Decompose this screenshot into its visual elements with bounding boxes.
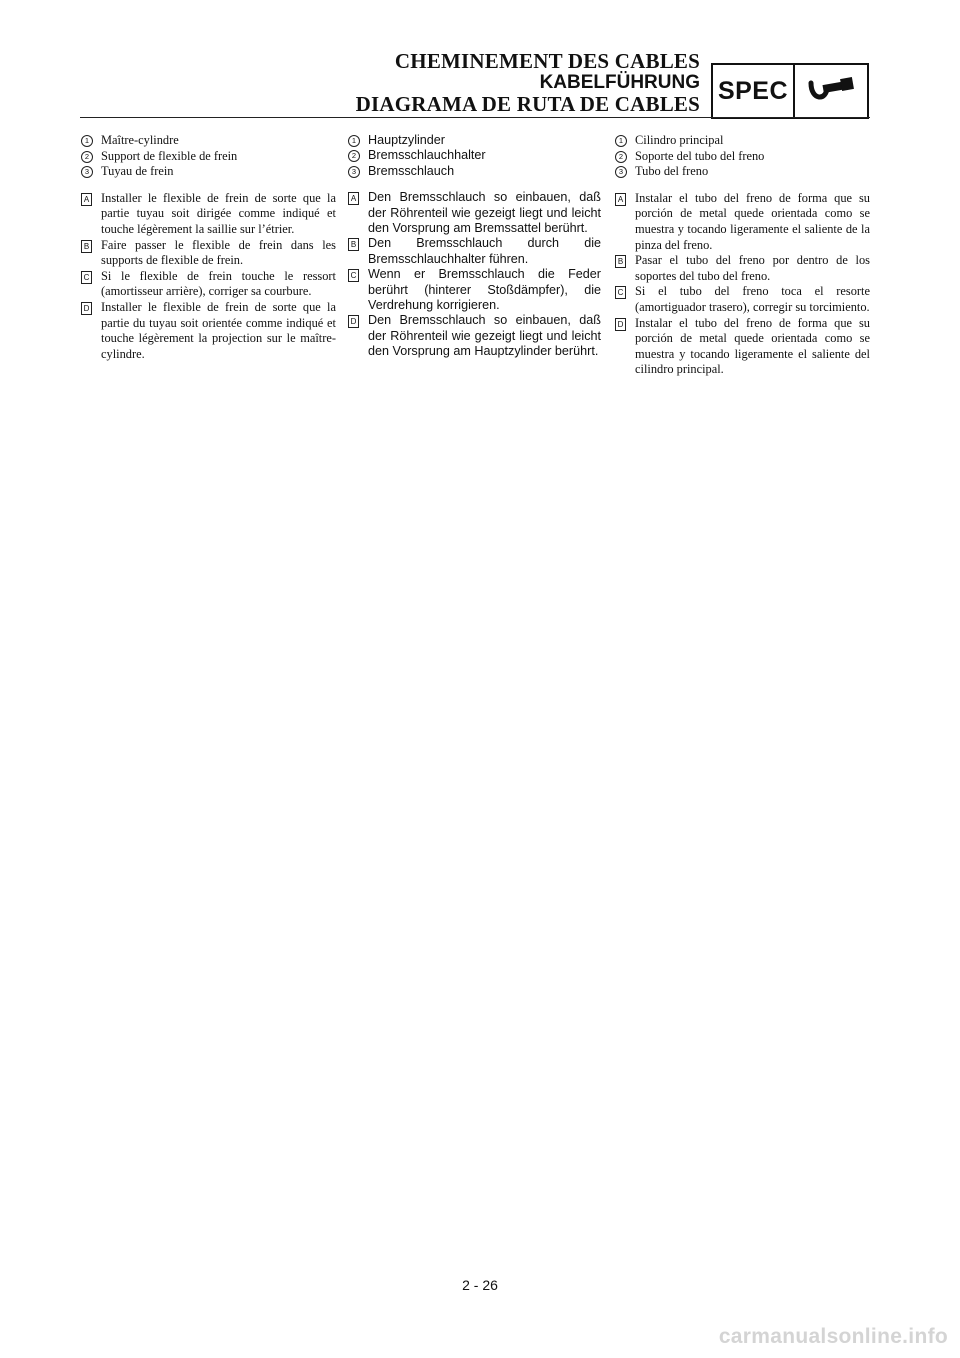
spec-badge <box>711 63 869 119</box>
part-label: Soporte del tubo del freno <box>635 148 765 163</box>
step-text: Installer le flexible de frein de sorte que la partie tuyau soit dirigée comme indiqué et touche légèrement la saillie sur l’étrier. <box>101 190 336 236</box>
step-letter: A <box>81 193 92 206</box>
column-french <box>80 133 336 362</box>
step-text: Faire passer le flexible de frein dans les supports de flexible de frein. <box>101 237 336 268</box>
step-text: Wenn er Bremsschlauch die Feder berührt (hinterer Stoßdämpfer), die Verdrehung korrigieren. <box>368 267 601 313</box>
part-item <box>347 164 601 179</box>
step-text: Pasar el tubo del freno por dentro de los soportes del tubo del freno. <box>635 253 870 283</box>
callout-number: 2 <box>81 151 93 163</box>
step-text: Instalar el tubo del freno de forma que su porción de metal quede orientada como se muestra y tocando ligeramente el saliente del cilindro principal. <box>635 315 870 377</box>
part-item <box>614 164 870 180</box>
spec-label: SPEC <box>713 65 795 117</box>
part-item <box>614 149 870 165</box>
part-label: Maître-cylindre <box>101 133 179 147</box>
part-label: Bremsschlauch <box>368 163 455 178</box>
title-spanish: DIAGRAMA DE RUTA DE CABLES <box>355 92 700 116</box>
step-letter: C <box>615 286 626 299</box>
part-item <box>347 133 601 148</box>
callout-number: 1 <box>81 135 93 147</box>
column-spanish <box>614 133 870 378</box>
header-rule <box>80 117 870 118</box>
part-item <box>80 133 336 149</box>
step-text: Den Bremsschlauch so einbauen, daß der Röhrenteil wie gezeigt liegt und leicht den Vorsprung am Bremssattel berührt. <box>368 190 601 236</box>
step-text: Den Bremsschlauch so einbauen, daß der Röhrenteil wie gezeigt liegt und leicht den Vorsprung am Hauptzylinder berührt. <box>368 313 601 359</box>
callout-number: 1 <box>348 135 360 147</box>
part-label: Tuyau de frein <box>101 164 174 179</box>
step-item <box>347 190 601 236</box>
step-item <box>80 269 336 300</box>
step-item <box>347 313 601 359</box>
step-text: Instalar el tubo del freno de forma que su porción de metal quede orientada como se muestra y tocando ligeramente el saliente de la pinza del freno. <box>635 190 870 252</box>
part-label: Bremsschlauchhalter <box>368 148 486 163</box>
step-item <box>347 267 601 313</box>
part-label: Support de flexible de frein <box>101 148 238 163</box>
page-header <box>0 50 700 115</box>
step-letter: B <box>81 240 92 253</box>
step-text: Den Bremsschlauch durch die Bremsschlauchhalter führen. <box>368 236 601 266</box>
callout-number: 2 <box>348 150 360 162</box>
step-text: Si le flexible de frein touche le ressort (amortisseur arrière), corriger sa courbure. <box>101 268 336 299</box>
step-item <box>614 284 870 315</box>
step-item <box>80 300 336 362</box>
step-letter: D <box>615 318 626 331</box>
step-text: Installer le flexible de frein de sorte que la partie du tuyau soit orientée comme indiqué et touche légèrement la projection sur le maître-cylindre. <box>101 299 336 361</box>
step-item <box>614 191 870 253</box>
step-item <box>614 316 870 378</box>
watermark: carmanualsonline.info <box>718 1325 948 1348</box>
title-german: KABELFÜHRUNG <box>539 72 700 93</box>
step-letter: D <box>348 315 359 328</box>
callout-number: 3 <box>81 166 93 178</box>
step-letter: B <box>348 238 359 251</box>
callout-number: 3 <box>348 166 360 178</box>
step-letter: D <box>81 302 92 315</box>
step-letter: C <box>81 271 92 284</box>
wrench-icon <box>795 65 867 117</box>
step-letter: A <box>348 192 359 205</box>
title-french: CHEMINEMENT DES CABLES <box>394 49 700 73</box>
part-label: Hauptzylinder <box>368 133 446 147</box>
step-item <box>80 191 336 238</box>
part-item <box>614 133 870 149</box>
part-item <box>80 164 336 180</box>
callout-number: 2 <box>615 151 627 163</box>
callout-number: 3 <box>615 166 627 178</box>
step-letter: C <box>348 269 359 282</box>
page-number: 2 - 26 <box>462 1277 498 1293</box>
column-german <box>347 133 601 360</box>
part-label: Tubo del freno <box>635 164 709 179</box>
part-label: Cilindro principal <box>635 133 724 147</box>
callout-number: 1 <box>615 135 627 147</box>
part-item <box>80 149 336 165</box>
step-letter: A <box>615 193 626 206</box>
step-letter: B <box>615 255 626 268</box>
step-item <box>347 236 601 267</box>
step-text: Si el tubo del freno toca el resorte (amortiguador trasero), corregir su torcimiento. <box>635 284 870 314</box>
part-item <box>347 148 601 163</box>
step-item <box>80 238 336 269</box>
step-item <box>614 253 870 284</box>
